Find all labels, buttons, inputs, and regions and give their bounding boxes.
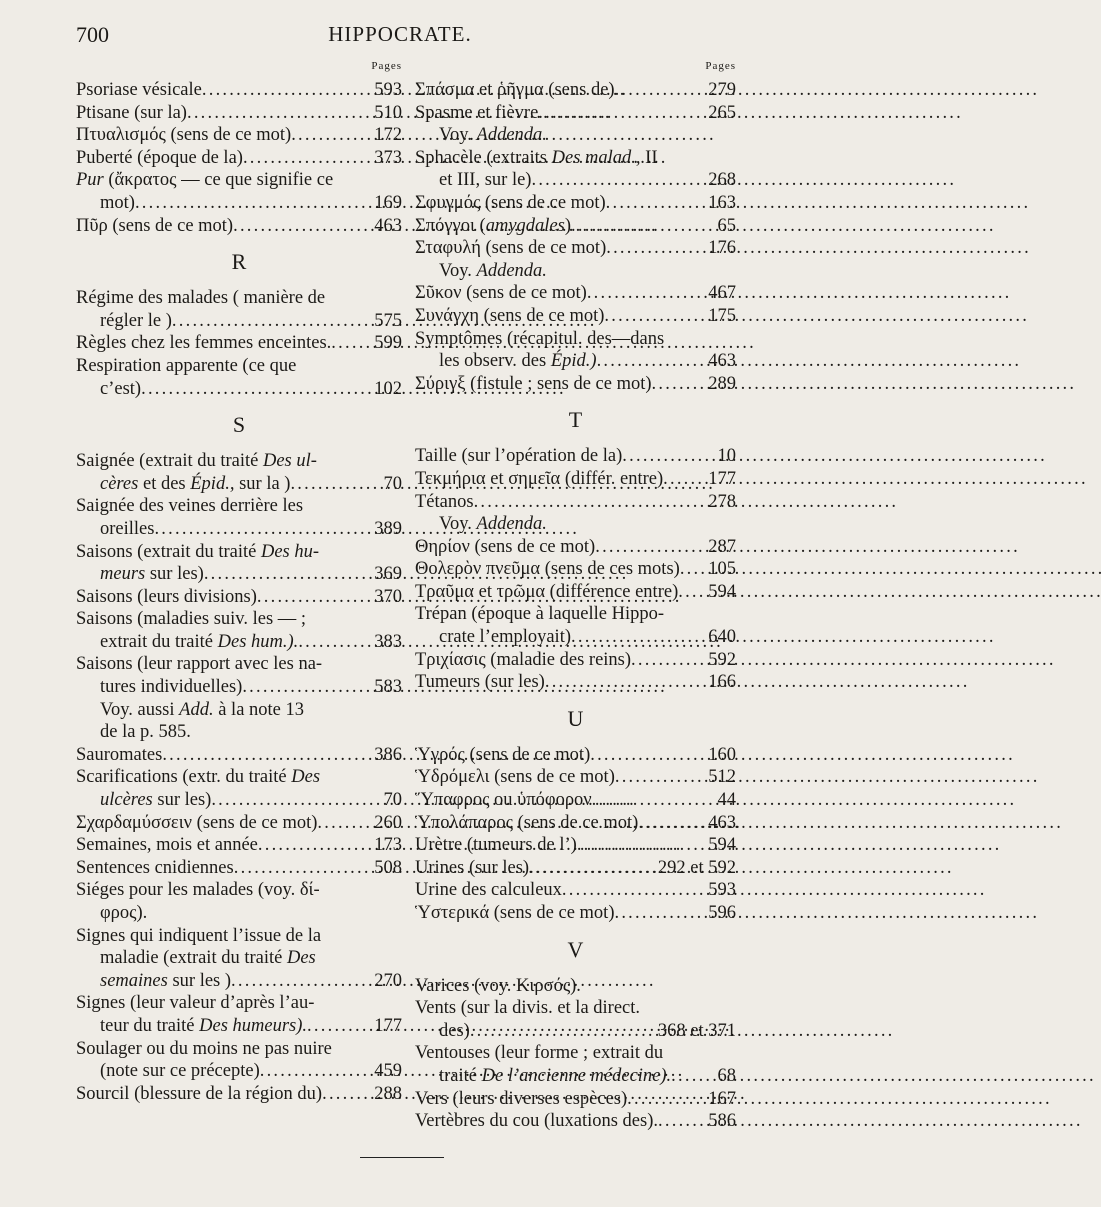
section-letter: T [568, 407, 583, 433]
index-entry: Règles chez les femmes enceintes. . . . 599 [76, 332, 402, 355]
index-entry: Soulager ou du moins ne pas nuire (note sur ce précepte) . . . 459 [76, 1038, 402, 1083]
index-entry: Signes qui indiquent l’issue de la maladie (extrait du traité Des semaines sur les ) . . . 270 [76, 925, 402, 993]
index-entry: Siéges pour les malades (voy. δί- φρος). [76, 880, 320, 923]
index-entry: Ὕπαφρος ou ὑπόφορον . . . 44 [415, 789, 736, 812]
section-letter: R [231, 249, 247, 275]
page-number: 700 [76, 22, 109, 47]
index-entry: Respiration apparente (ce que c’est) . . . 102 [76, 355, 402, 400]
index-entry: Scarifications (extr. du traité Des ulcères sur les) . . . 70 [76, 766, 402, 811]
running-title: HIPPOCRATE. [328, 22, 472, 46]
index-entry: Σύριγξ (fistule ; sens de ce mot) . . . 289 [415, 373, 736, 396]
index-entry: Saignée des veines derrière les oreilles . . . 389 [76, 495, 402, 540]
section-letter: V [567, 936, 584, 962]
index-entry: Ptisane (sur la) . . . 510 [76, 102, 402, 125]
index-entry: Spasme et fièvre . . . 265 Voy. Addenda. [415, 102, 736, 147]
index-entry: Saignée (extrait du traité Des ul- cères et des Épid., sur la ) . . . 70 [76, 450, 402, 495]
end-rule [360, 1157, 444, 1158]
index-entry: Saisons (maladies suiv. les — ; extrait du traité Des hum.). . . . 383 [76, 608, 402, 653]
index-entry: Τεκμήρια et σημεῖα (différ. entre) . . . 177 [415, 468, 736, 491]
index-entry: Vers (leurs diverses espèces) . . . 167 [415, 1088, 736, 1111]
index-entry: Symptômes (récapitul. des—dans les observ. des Épid.) . . . 463 [415, 328, 736, 373]
index-entry: Σχαρδαμύσσειν (sens de ce mot) . . . 260 [76, 812, 402, 835]
index-entry: Σταφυλή (sens de ce mot) . . . 176 Voy. Addenda. [415, 237, 736, 282]
index-entry: Σπάσμα et ῥῆγμα (sens de) . . . 279 [415, 79, 736, 102]
right-column [415, 60, 736, 1133]
page-header [0, 22, 800, 52]
index-entry: Semaines, mois et année . . . 173 [76, 834, 402, 857]
index-entry: Urètre (tumeurs de l’) . . . 594 [415, 834, 736, 857]
index-entry: Ὑδρόμελι (sens de ce mot) . . . 512 [415, 766, 736, 789]
index-entry: Pur (ἄκρατος — ce que signifie ce mot) . . . 169 [76, 169, 402, 214]
index-entry: Sphacèle (extraits Des malad., II et III, sur le) . . . 268 [415, 147, 736, 192]
index-entry: Urine des calculeux . . . 593 [415, 879, 736, 902]
index-entry: Θηρίον (sens de ce mot) . . . 287 [415, 536, 736, 559]
index-entry: Trépan (époque à laquelle Hippo- crate l’employait) . . . 640 [415, 603, 736, 648]
index-entry: Θολερὸν πνεῦμα (sens de ces mots) . . . 105 [415, 558, 736, 581]
index-entry: Σῦκον (sens de ce mot) . . . 467 [415, 282, 736, 305]
index-entry: Sourcil (blessure de la région du) . . . 288 [76, 1083, 402, 1106]
index-entry: Tumeurs (sur les) . . . 166 [415, 671, 736, 694]
index-entry: Signes (leur valeur d’après l’au- teur du traité Des humeurs). . . . 177 [76, 992, 402, 1037]
index-entry: Puberté (époque de la) . . . 373 [76, 147, 402, 170]
index-entry: Sauromates . . . 386 [76, 744, 402, 767]
section-letter: U [567, 705, 584, 731]
pages-label: Pages [705, 60, 736, 72]
index-entry: Τριχίασις (maladie des reins) . . . 592 [415, 649, 736, 672]
index-entry: Saisons (extrait du traité Des hu- meurs sur les) . . . 369 [76, 541, 402, 586]
index-entry: Saisons (leur rapport avec les na- tures individuelles) . . . 583 Voy. aussi Add. à la note 13 de la p. 585. [76, 653, 402, 743]
index-entry: Τραῦμα et τρῶμα (différence entre) . . . 594 [415, 581, 736, 604]
index-entry: Psoriase vésicale . . . 593 [76, 79, 402, 102]
index-entry: Ventouses (leur forme ; extrait du traité De l’ancienne médecine). . . . 68 [415, 1042, 736, 1087]
left-column [76, 60, 402, 1105]
index-entry: Urines (sur les) . . . 292 et 592 [415, 857, 736, 880]
index-entry: Saisons (leurs divisions) . . . 370 [76, 586, 402, 609]
index-entry: Πτυαλισμός (sens de ce mot) . . . 172 [76, 124, 402, 147]
index-entry: Ὑστερικά (sens de ce mot) . . . 596 [415, 902, 736, 925]
index-entry: Régime des malades ( manière de régler le ) . . . 575 [76, 287, 402, 332]
index-entry: Σφυγμός (sens de ce mot) . . . 163 [415, 192, 736, 215]
index-entry: Ὑπολάπαρος (sens de ce mot) . . . 463 [415, 812, 736, 835]
index-entry: Πῦρ (sens de ce mot) . . . 463 [76, 215, 402, 238]
index-entry: Vents (sur la divis. et la direct. des) . . . 368 et 371 [415, 997, 736, 1042]
section-letter: S [232, 412, 246, 438]
index-entry: Sentences cnidiennes . . . 508 [76, 857, 402, 880]
index-entry: Σπόγγοι (amygdales) . . . 65 [415, 215, 736, 238]
pages-label: Pages [371, 60, 402, 72]
index-entry: Vertèbres du cou (luxations des). . . . 586 [415, 1110, 736, 1133]
index-entry: Ὑγρός (sens de ce mot) . . . 160 [415, 744, 736, 767]
index-entry: Taille (sur l’opération de la) . . . 10 [415, 445, 736, 468]
index-entry: Varices (voy. Κιρσός). [415, 975, 581, 996]
index-entry: Συνάγχη (sens de ce mot) . . . 175 [415, 305, 736, 328]
index-entry: Tétanos . . . 278 Voy. Addenda. [415, 491, 736, 536]
